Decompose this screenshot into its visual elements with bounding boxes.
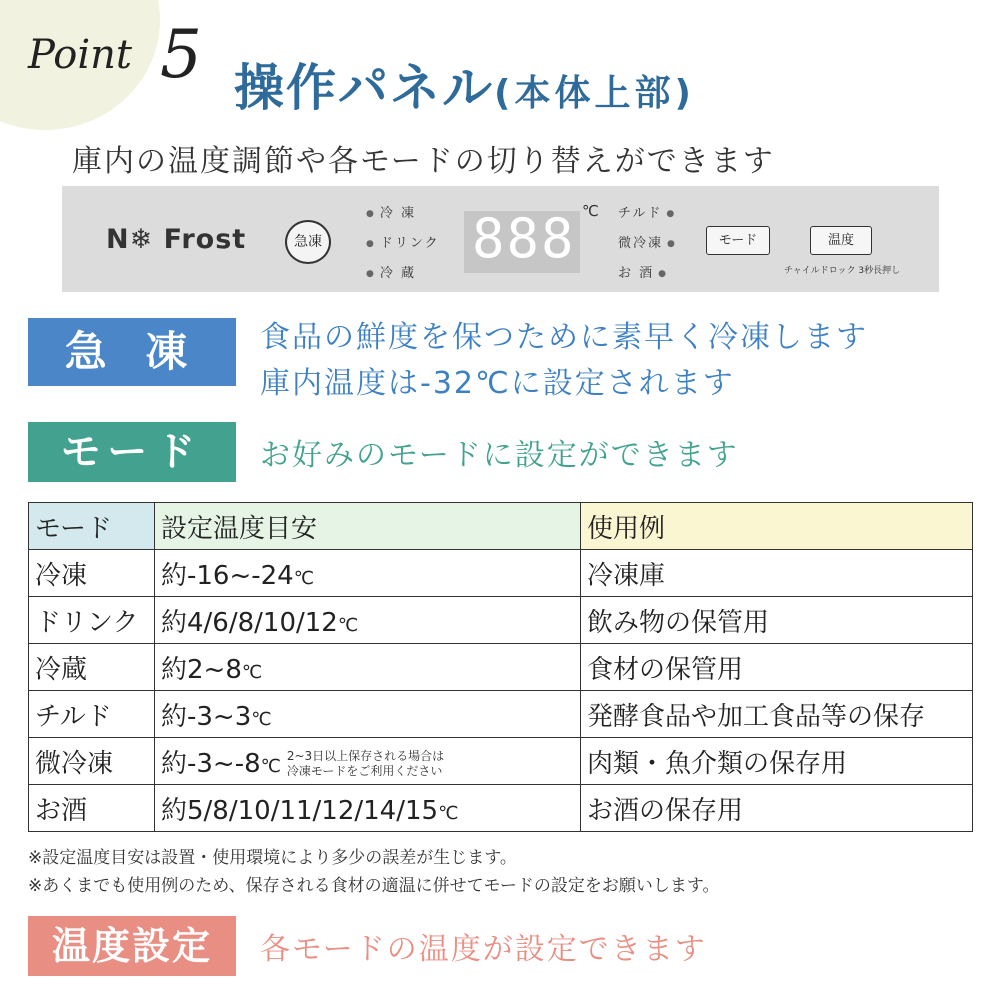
title-main: 操作パネル xyxy=(234,59,494,117)
quick-freeze-heading: 急 凍 xyxy=(28,318,236,386)
temperature-setting-heading: 温度設定 xyxy=(28,916,236,976)
use-cell: お酒の保存用 xyxy=(581,785,973,832)
table-row xyxy=(29,738,973,785)
point-number: 5 xyxy=(160,16,202,93)
temp-unit: ℃ xyxy=(251,708,272,730)
control-panel xyxy=(62,186,939,292)
indicator-freeze xyxy=(362,202,416,221)
temperature-display xyxy=(464,207,580,273)
temp-cell xyxy=(155,691,581,738)
table-header: 設定温度目安 xyxy=(155,503,581,550)
indicator-label: お 酒 xyxy=(618,266,655,281)
footnote-1: ※設定温度目安は設置・使用環境により多少の誤差が生じます。 xyxy=(28,848,517,868)
table-row xyxy=(29,644,973,691)
mode-cell: 微冷凍 xyxy=(29,738,155,785)
table-header-row xyxy=(29,503,973,550)
temp-note xyxy=(287,749,444,779)
indicator-dot-icon: ● xyxy=(366,268,376,279)
indicator-label: ドリンク xyxy=(379,236,440,251)
footnote-2: ※あくまでも使用例のため、保存される食材の適温に併せてモードの設定をお願いします。 xyxy=(28,876,720,896)
temp-unit: ℃ xyxy=(337,614,359,636)
page-subtitle: 庫内の温度調節や各モードの切り替えができます xyxy=(72,144,775,179)
mode-button[interactable]: モード xyxy=(706,226,770,255)
temperature-button[interactable]: 温度 xyxy=(810,226,872,255)
indicator-label: 冷 凍 xyxy=(379,206,416,221)
quick-freeze-desc-2: 庫内温度は-32℃に設定されます xyxy=(260,366,735,401)
table-row xyxy=(29,550,973,597)
indicator-dot-icon: ● xyxy=(667,238,677,249)
temp-unit: ℃ xyxy=(241,661,263,683)
temp-unit: ℃ xyxy=(293,567,314,589)
mode-cell: お酒 xyxy=(29,785,155,832)
use-cell: 肉類・魚介類の保存用 xyxy=(581,738,973,785)
display-digits: 888 xyxy=(472,207,576,270)
use-cell: 冷凍庫 xyxy=(581,550,973,597)
temp-value: 約2~8 xyxy=(161,654,242,685)
temp-value: 約5/8/10/11/12/14/15 xyxy=(161,795,439,826)
indicator-label: 微冷凍 xyxy=(618,236,664,251)
table-row xyxy=(29,691,973,738)
mode-cell: 冷蔵 xyxy=(29,644,155,691)
temp-cell xyxy=(155,597,581,644)
temp-value: 約-16~-24 xyxy=(161,560,294,591)
table-header: モード xyxy=(29,503,155,550)
indicator-fridge xyxy=(362,262,416,281)
indicator-label: 冷 蔵 xyxy=(379,266,416,281)
page-title xyxy=(234,48,695,120)
display-unit: ℃ xyxy=(582,202,599,220)
mode-cell: 冷凍 xyxy=(29,550,155,597)
indicator-dot-icon: ● xyxy=(366,208,376,219)
mode-desc: お好みのモードに設定ができます xyxy=(260,438,739,473)
indicator-chilled xyxy=(618,202,680,221)
indicator-dot-icon: ● xyxy=(658,268,668,279)
indicator-sake xyxy=(618,262,672,281)
mode-cell: ドリンク xyxy=(29,597,155,644)
mode-cell: チルド xyxy=(29,691,155,738)
temp-unit: ℃ xyxy=(260,755,281,777)
indicator-drink xyxy=(362,232,440,251)
temp-cell xyxy=(155,785,581,832)
title-sub: (本体上部) xyxy=(494,73,695,114)
table-header: 使用例 xyxy=(581,503,973,550)
indicator-label: チルド xyxy=(618,206,663,221)
use-cell: 食材の保管用 xyxy=(581,644,973,691)
child-lock-note: チャイルドロック 3秒長押し xyxy=(784,266,901,276)
quick-freeze-desc-1: 食品の鮮度を保つために素早く冷凍します xyxy=(260,320,868,355)
temp-cell xyxy=(155,550,581,597)
temp-value: 約-3~3 xyxy=(161,701,252,732)
temp-value: 約-3~-8 xyxy=(161,748,261,779)
temp-value: 約4/6/8/10/12 xyxy=(161,607,338,638)
table-row xyxy=(29,785,973,832)
brand-logo: N❄ Frost xyxy=(106,224,247,255)
temp-unit: ℃ xyxy=(438,802,459,824)
temp-note-line: 冷凍モードをご利用ください xyxy=(286,764,443,778)
point-label: Point xyxy=(28,32,133,78)
temperature-setting-desc: 各モードの温度が設定できます xyxy=(260,932,707,967)
indicator-dot-icon: ● xyxy=(366,238,376,249)
quick-freeze-button[interactable]: 急凍 xyxy=(285,220,331,264)
table-row xyxy=(29,597,973,644)
temp-note-line: 2~3日以上保存される場合は xyxy=(286,749,445,763)
use-cell: 飲み物の保管用 xyxy=(581,597,973,644)
temp-cell xyxy=(155,644,581,691)
use-cell: 発酵食品や加工食品等の保存 xyxy=(581,691,973,738)
mode-table xyxy=(28,502,973,832)
temp-cell xyxy=(155,738,581,785)
indicator-soft-freeze xyxy=(618,232,681,251)
mode-heading: モード xyxy=(28,422,236,482)
indicator-dot-icon: ● xyxy=(666,208,677,219)
